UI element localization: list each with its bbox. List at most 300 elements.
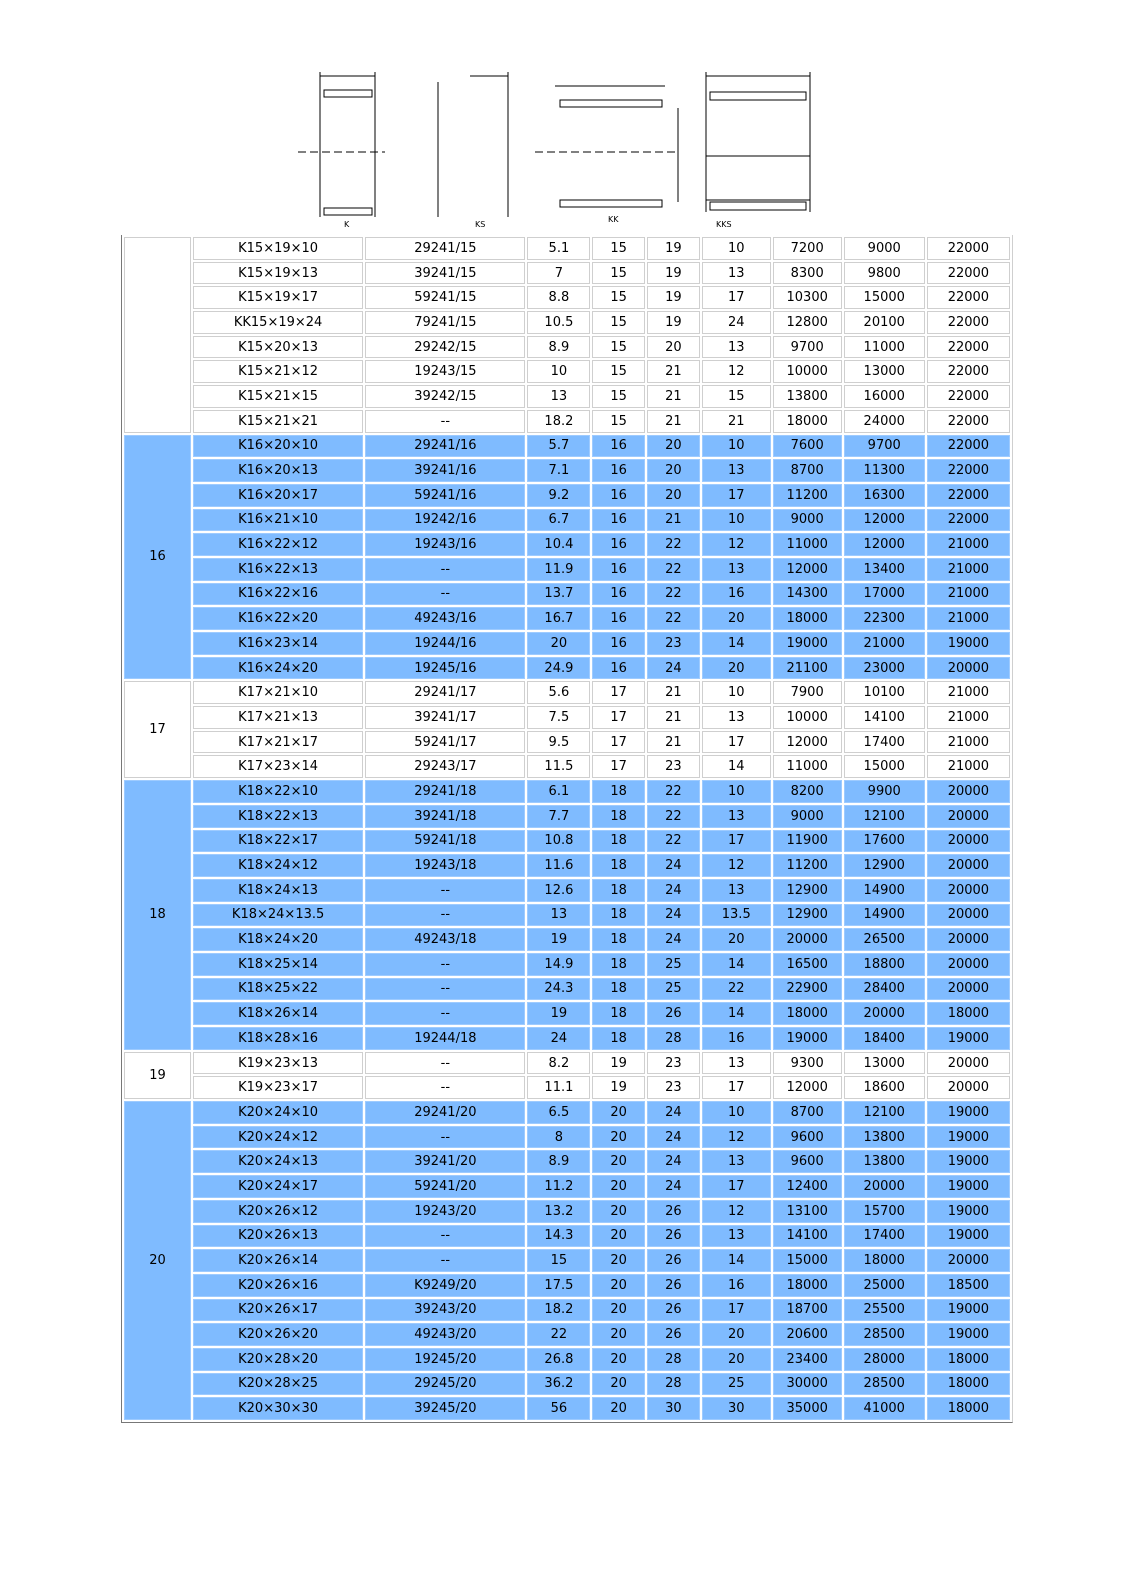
table-cell: 5.6 bbox=[527, 681, 590, 704]
table-cell: 22 bbox=[702, 978, 771, 1001]
table-cell: 19000 bbox=[927, 1150, 1010, 1173]
table-cell: 11200 bbox=[773, 854, 842, 877]
table-cell: 24 bbox=[647, 854, 700, 877]
table-cell: 9300 bbox=[773, 1052, 842, 1075]
table-cell: 8.8 bbox=[527, 286, 590, 309]
table-cell: 7.5 bbox=[527, 706, 590, 729]
table-cell: 17 bbox=[702, 731, 771, 754]
table-cell: 11.2 bbox=[527, 1175, 590, 1198]
table-cell: 18.2 bbox=[527, 410, 590, 433]
table-cell: 17 bbox=[592, 681, 645, 704]
table-cell: 20 bbox=[702, 657, 771, 680]
table-cell: 26 bbox=[647, 1225, 700, 1248]
table-cell: 24000 bbox=[844, 410, 925, 433]
table-cell: 23 bbox=[647, 755, 700, 778]
table-row bbox=[124, 1200, 1010, 1223]
table-cell: 21 bbox=[647, 706, 700, 729]
table-cell: 10.5 bbox=[527, 311, 590, 334]
table-cell: K18×24×12 bbox=[193, 854, 363, 877]
table-cell: 12.6 bbox=[527, 879, 590, 902]
table-cell: K15×19×17 bbox=[193, 286, 363, 309]
table-cell: 20000 bbox=[927, 657, 1010, 680]
table-cell: 8200 bbox=[773, 780, 842, 803]
table-cell: 12 bbox=[702, 533, 771, 556]
table-cell: K18×22×17 bbox=[193, 830, 363, 853]
table-row bbox=[124, 583, 1010, 606]
table-row bbox=[124, 286, 1010, 309]
table-cell: 29241/15 bbox=[365, 237, 525, 260]
table-cell: 7200 bbox=[773, 237, 842, 260]
table-cell: 20000 bbox=[927, 978, 1010, 1001]
table-cell: 7.7 bbox=[527, 805, 590, 828]
table-cell: 23400 bbox=[773, 1348, 842, 1371]
table-cell: 10.8 bbox=[527, 830, 590, 853]
table-row bbox=[124, 978, 1010, 1001]
table-cell: 24 bbox=[647, 879, 700, 902]
table-cell: 23 bbox=[647, 1052, 700, 1075]
table-row bbox=[124, 607, 1010, 630]
table-cell: 26500 bbox=[844, 928, 925, 951]
table-cell: 16 bbox=[702, 1027, 771, 1050]
table-cell: 8.9 bbox=[527, 1150, 590, 1173]
table-cell: 26.8 bbox=[527, 1348, 590, 1371]
table-cell: 18000 bbox=[773, 410, 842, 433]
table-row bbox=[124, 1101, 1010, 1124]
table-cell: 15700 bbox=[844, 1200, 925, 1223]
table-cell: 26 bbox=[647, 1249, 700, 1272]
table-cell: 20000 bbox=[927, 904, 1010, 927]
table-cell: 19242/16 bbox=[365, 509, 525, 532]
table-cell: 16300 bbox=[844, 484, 925, 507]
table-cell: 23 bbox=[647, 1076, 700, 1099]
table-cell: K18×22×13 bbox=[193, 805, 363, 828]
table-cell: 14 bbox=[702, 953, 771, 976]
table-cell: K20×30×30 bbox=[193, 1397, 363, 1420]
table-row bbox=[124, 558, 1010, 581]
table-cell: 7 bbox=[527, 262, 590, 285]
table-cell: 20000 bbox=[927, 805, 1010, 828]
label-kks: KKS bbox=[716, 220, 732, 229]
table-cell: 13.5 bbox=[702, 904, 771, 927]
table-cell: -- bbox=[365, 1225, 525, 1248]
table-cell: 15000 bbox=[844, 286, 925, 309]
table-cell: K18×24×20 bbox=[193, 928, 363, 951]
table-row bbox=[124, 435, 1010, 458]
table-cell: 22000 bbox=[927, 336, 1010, 359]
table-cell: 22 bbox=[647, 583, 700, 606]
table-cell: 20 bbox=[702, 1348, 771, 1371]
table-cell: 11900 bbox=[773, 830, 842, 853]
table-cell: 23 bbox=[647, 632, 700, 655]
table-cell: K17×21×17 bbox=[193, 731, 363, 754]
table-cell: 29242/15 bbox=[365, 336, 525, 359]
table-cell: 17.5 bbox=[527, 1274, 590, 1297]
table-cell: 10 bbox=[702, 435, 771, 458]
table-cell: K18×25×22 bbox=[193, 978, 363, 1001]
table-row bbox=[124, 360, 1010, 383]
table-row bbox=[124, 1052, 1010, 1075]
table-cell: 12 bbox=[702, 854, 771, 877]
table-cell: 28500 bbox=[844, 1373, 925, 1396]
table-cell: 21000 bbox=[927, 558, 1010, 581]
table-cell: 13 bbox=[702, 459, 771, 482]
table-cell: 15 bbox=[592, 262, 645, 285]
table-cell: 14100 bbox=[773, 1225, 842, 1248]
table-cell: K20×28×25 bbox=[193, 1373, 363, 1396]
table-cell: 12400 bbox=[773, 1175, 842, 1198]
table-cell: 20000 bbox=[927, 953, 1010, 976]
table-cell: 30 bbox=[647, 1397, 700, 1420]
table-row bbox=[124, 336, 1010, 359]
table-cell: 20 bbox=[592, 1150, 645, 1173]
table-cell: 17400 bbox=[844, 1225, 925, 1248]
table-cell: 21000 bbox=[844, 632, 925, 655]
table-cell: 13 bbox=[527, 385, 590, 408]
table-cell: 22000 bbox=[927, 435, 1010, 458]
table-cell: K16×22×12 bbox=[193, 533, 363, 556]
table-cell: 9700 bbox=[844, 435, 925, 458]
table-cell: 18000 bbox=[844, 1249, 925, 1272]
table-cell: 13100 bbox=[773, 1200, 842, 1223]
table-cell: 13 bbox=[702, 1150, 771, 1173]
table-cell: 15 bbox=[702, 385, 771, 408]
table-cell: 20000 bbox=[927, 780, 1010, 803]
table-cell: 20000 bbox=[927, 854, 1010, 877]
table-cell: 36.2 bbox=[527, 1373, 590, 1396]
table-row bbox=[124, 928, 1010, 951]
table-cell: 18700 bbox=[773, 1299, 842, 1322]
table-cell: 59241/18 bbox=[365, 830, 525, 853]
table-cell: 22 bbox=[647, 533, 700, 556]
table-cell: 19000 bbox=[773, 1027, 842, 1050]
table-cell: 20 bbox=[592, 1200, 645, 1223]
table-cell: 14100 bbox=[844, 706, 925, 729]
table-cell: 22 bbox=[647, 558, 700, 581]
table-cell: 19 bbox=[592, 1052, 645, 1075]
table-cell: 59241/15 bbox=[365, 286, 525, 309]
table-cell: K20×24×13 bbox=[193, 1150, 363, 1173]
table-cell: 39245/20 bbox=[365, 1397, 525, 1420]
table-cell: 8700 bbox=[773, 459, 842, 482]
table-cell: 16500 bbox=[773, 953, 842, 976]
table-cell: 13 bbox=[702, 805, 771, 828]
label-kk: KK bbox=[608, 215, 619, 224]
table-cell: 19245/20 bbox=[365, 1348, 525, 1371]
table-cell: 17 bbox=[702, 484, 771, 507]
table-cell: 18 bbox=[592, 978, 645, 1001]
table-cell: 21 bbox=[647, 385, 700, 408]
table-cell: 21 bbox=[647, 509, 700, 532]
table-cell: K16×23×14 bbox=[193, 632, 363, 655]
table-cell: 9600 bbox=[773, 1126, 842, 1149]
table-cell: 11200 bbox=[773, 484, 842, 507]
table-cell: 22000 bbox=[927, 385, 1010, 408]
table-cell: 19000 bbox=[927, 1126, 1010, 1149]
table-cell: 20100 bbox=[844, 311, 925, 334]
table-cell: 12000 bbox=[844, 533, 925, 556]
table-cell: 28 bbox=[647, 1027, 700, 1050]
table-cell: 12100 bbox=[844, 1101, 925, 1124]
table-cell: 29241/16 bbox=[365, 435, 525, 458]
table-cell: 21000 bbox=[927, 583, 1010, 606]
table-cell: 18400 bbox=[844, 1027, 925, 1050]
table-cell: 14 bbox=[702, 755, 771, 778]
table-cell: K18×26×14 bbox=[193, 1002, 363, 1025]
table-cell: 25500 bbox=[844, 1299, 925, 1322]
table-cell: 13000 bbox=[844, 1052, 925, 1075]
table-cell: 49243/20 bbox=[365, 1323, 525, 1346]
table-row bbox=[124, 632, 1010, 655]
table-cell: 16 bbox=[592, 657, 645, 680]
table-cell: 17 bbox=[592, 706, 645, 729]
table-cell: K19×23×17 bbox=[193, 1076, 363, 1099]
table-cell: 17000 bbox=[844, 583, 925, 606]
table-cell: 17 bbox=[592, 755, 645, 778]
table-cell: 16.7 bbox=[527, 607, 590, 630]
table-cell: K17×21×10 bbox=[193, 681, 363, 704]
table-cell: 19 bbox=[527, 1002, 590, 1025]
table-cell: 17 bbox=[702, 830, 771, 853]
table-cell: 13000 bbox=[844, 360, 925, 383]
table-cell: 13400 bbox=[844, 558, 925, 581]
table-row bbox=[124, 410, 1010, 433]
table-cell: 9.2 bbox=[527, 484, 590, 507]
table-cell: 10300 bbox=[773, 286, 842, 309]
table-cell: 25 bbox=[647, 978, 700, 1001]
table-cell: 21 bbox=[647, 681, 700, 704]
table-cell: 21 bbox=[702, 410, 771, 433]
table-cell: 21 bbox=[647, 360, 700, 383]
table-cell: 14 bbox=[702, 1002, 771, 1025]
table-row bbox=[124, 953, 1010, 976]
group-label-cell: 16 bbox=[124, 435, 191, 680]
table-cell: K16×20×10 bbox=[193, 435, 363, 458]
table-cell: 12000 bbox=[773, 1076, 842, 1099]
table-cell: 25 bbox=[702, 1373, 771, 1396]
table-cell: 6.5 bbox=[527, 1101, 590, 1124]
table-cell: 17 bbox=[702, 1076, 771, 1099]
table-cell: 21100 bbox=[773, 657, 842, 680]
table-cell: 19000 bbox=[927, 1200, 1010, 1223]
table-cell: 18000 bbox=[773, 1002, 842, 1025]
table-cell: 15 bbox=[527, 1249, 590, 1272]
table-cell: 16 bbox=[592, 484, 645, 507]
table-cell: 29243/17 bbox=[365, 755, 525, 778]
table-cell: 9600 bbox=[773, 1150, 842, 1173]
table-row bbox=[124, 706, 1010, 729]
table-cell: 14.9 bbox=[527, 953, 590, 976]
table-cell: 18 bbox=[592, 1002, 645, 1025]
table-cell: 24 bbox=[647, 1175, 700, 1198]
table-cell: 13.2 bbox=[527, 1200, 590, 1223]
table-cell: 13 bbox=[702, 1052, 771, 1075]
table-cell: 21 bbox=[647, 410, 700, 433]
table-cell: 9000 bbox=[773, 509, 842, 532]
table-cell: 20 bbox=[702, 607, 771, 630]
table-cell: 19 bbox=[647, 237, 700, 260]
table-cell: 13 bbox=[527, 904, 590, 927]
table-cell: 20000 bbox=[927, 928, 1010, 951]
table-cell: 15 bbox=[592, 237, 645, 260]
table-cell: 39243/20 bbox=[365, 1299, 525, 1322]
table-cell: 28 bbox=[647, 1373, 700, 1396]
table-cell: 12800 bbox=[773, 311, 842, 334]
table-cell: 24 bbox=[647, 928, 700, 951]
table-cell: 28000 bbox=[844, 1348, 925, 1371]
table-cell: -- bbox=[365, 1052, 525, 1075]
table-cell: 79241/15 bbox=[365, 311, 525, 334]
table-cell: 22000 bbox=[927, 410, 1010, 433]
table-cell: 20 bbox=[647, 336, 700, 359]
table-cell: K16×21×10 bbox=[193, 509, 363, 532]
table-cell: 16 bbox=[702, 1274, 771, 1297]
table-cell: 17 bbox=[702, 286, 771, 309]
table-cell: -- bbox=[365, 583, 525, 606]
table-row bbox=[124, 1323, 1010, 1346]
table-cell: 5.7 bbox=[527, 435, 590, 458]
table-cell: 18000 bbox=[927, 1348, 1010, 1371]
table-cell: 21000 bbox=[927, 607, 1010, 630]
table-cell: 12000 bbox=[773, 558, 842, 581]
table-row bbox=[124, 1126, 1010, 1149]
table-cell: 22 bbox=[647, 805, 700, 828]
table-cell: K15×21×21 bbox=[193, 410, 363, 433]
table-cell: 7.1 bbox=[527, 459, 590, 482]
table-cell: 12000 bbox=[773, 731, 842, 754]
table-cell: 12 bbox=[702, 1126, 771, 1149]
table-cell: 19 bbox=[527, 928, 590, 951]
table-cell: K19×23×13 bbox=[193, 1052, 363, 1075]
table-cell: -- bbox=[365, 879, 525, 902]
table-cell: 11000 bbox=[844, 336, 925, 359]
table-cell: K15×21×15 bbox=[193, 385, 363, 408]
table-cell: 41000 bbox=[844, 1397, 925, 1420]
table-cell: K18×28×16 bbox=[193, 1027, 363, 1050]
table-cell: K16×20×13 bbox=[193, 459, 363, 482]
table-cell: K18×24×13.5 bbox=[193, 904, 363, 927]
table-cell: 18 bbox=[592, 953, 645, 976]
table-cell: 17400 bbox=[844, 731, 925, 754]
table-cell: 20 bbox=[592, 1348, 645, 1371]
table-cell: 16 bbox=[592, 533, 645, 556]
table-cell: 13800 bbox=[844, 1150, 925, 1173]
table-cell: 18000 bbox=[773, 1274, 842, 1297]
table-cell: 10 bbox=[702, 1101, 771, 1124]
table-row bbox=[124, 1002, 1010, 1025]
table-cell: 12900 bbox=[773, 879, 842, 902]
table-cell: 17 bbox=[702, 1175, 771, 1198]
table-cell: 13 bbox=[702, 706, 771, 729]
table-cell: 22000 bbox=[927, 262, 1010, 285]
table-cell: 12000 bbox=[844, 509, 925, 532]
table-cell: K18×22×10 bbox=[193, 780, 363, 803]
table-row bbox=[124, 1175, 1010, 1198]
table-cell: 13 bbox=[702, 558, 771, 581]
table-cell: 16 bbox=[592, 607, 645, 630]
table-cell: 18.2 bbox=[527, 1299, 590, 1322]
table-cell: 59241/20 bbox=[365, 1175, 525, 1198]
table-cell: 18 bbox=[592, 879, 645, 902]
table-cell: 20 bbox=[527, 632, 590, 655]
table-cell: 11000 bbox=[773, 755, 842, 778]
table-cell: K9249/20 bbox=[365, 1274, 525, 1297]
table-cell: 9.5 bbox=[527, 731, 590, 754]
table-cell: 9800 bbox=[844, 262, 925, 285]
table-row bbox=[124, 879, 1010, 902]
table-cell: K20×28×20 bbox=[193, 1348, 363, 1371]
table-cell: 19243/18 bbox=[365, 854, 525, 877]
table-cell: 18800 bbox=[844, 953, 925, 976]
table-cell: 10 bbox=[702, 681, 771, 704]
table-cell: 20000 bbox=[927, 879, 1010, 902]
table-row bbox=[124, 533, 1010, 556]
table-cell: 59241/17 bbox=[365, 731, 525, 754]
table-cell: 20 bbox=[592, 1373, 645, 1396]
table-cell: 13 bbox=[702, 879, 771, 902]
table-cell: 20 bbox=[592, 1397, 645, 1420]
table-cell: 19243/20 bbox=[365, 1200, 525, 1223]
table-cell: 20000 bbox=[844, 1002, 925, 1025]
table-cell: 20600 bbox=[773, 1323, 842, 1346]
table-body bbox=[124, 237, 1010, 1420]
table-cell: 16 bbox=[592, 509, 645, 532]
table-cell: 22300 bbox=[844, 607, 925, 630]
table-row bbox=[124, 1397, 1010, 1420]
table-cell: 20 bbox=[702, 928, 771, 951]
group-label-cell: 18 bbox=[124, 780, 191, 1050]
table-cell: 24 bbox=[647, 1126, 700, 1149]
table-row bbox=[124, 1027, 1010, 1050]
table-cell: 19000 bbox=[927, 1175, 1010, 1198]
table-cell: 12900 bbox=[773, 904, 842, 927]
table-cell: 15 bbox=[592, 410, 645, 433]
table-cell: -- bbox=[365, 1249, 525, 1272]
table-cell: 18000 bbox=[773, 607, 842, 630]
table-cell: 15 bbox=[592, 336, 645, 359]
table-cell: 24.9 bbox=[527, 657, 590, 680]
table-cell: 28 bbox=[647, 1348, 700, 1371]
table-cell: 29245/20 bbox=[365, 1373, 525, 1396]
table-cell: 13.7 bbox=[527, 583, 590, 606]
table-cell: 13800 bbox=[844, 1126, 925, 1149]
table-cell: K20×24×10 bbox=[193, 1101, 363, 1124]
table-cell: 19000 bbox=[927, 1323, 1010, 1346]
table-cell: 17 bbox=[592, 731, 645, 754]
table-cell: 35000 bbox=[773, 1397, 842, 1420]
table-cell: 29241/18 bbox=[365, 780, 525, 803]
table-cell: K15×20×13 bbox=[193, 336, 363, 359]
table-cell: 18 bbox=[592, 1027, 645, 1050]
table-row bbox=[124, 484, 1010, 507]
table-cell: 11000 bbox=[773, 533, 842, 556]
table-cell: 22000 bbox=[927, 360, 1010, 383]
table-cell: 39241/20 bbox=[365, 1150, 525, 1173]
table-cell: 16 bbox=[592, 583, 645, 606]
table-cell: 26 bbox=[647, 1002, 700, 1025]
table-cell: 29241/17 bbox=[365, 681, 525, 704]
label-ks: KS bbox=[475, 220, 486, 229]
table-cell: K15×21×12 bbox=[193, 360, 363, 383]
table-cell: 14900 bbox=[844, 904, 925, 927]
table-cell: 20 bbox=[592, 1225, 645, 1248]
table-row bbox=[124, 657, 1010, 680]
table-cell: 13 bbox=[702, 1225, 771, 1248]
table-row bbox=[124, 731, 1010, 754]
table-cell: K20×26×13 bbox=[193, 1225, 363, 1248]
table-cell: 9700 bbox=[773, 336, 842, 359]
table-cell: 8.9 bbox=[527, 336, 590, 359]
table-cell: 22000 bbox=[927, 509, 1010, 532]
